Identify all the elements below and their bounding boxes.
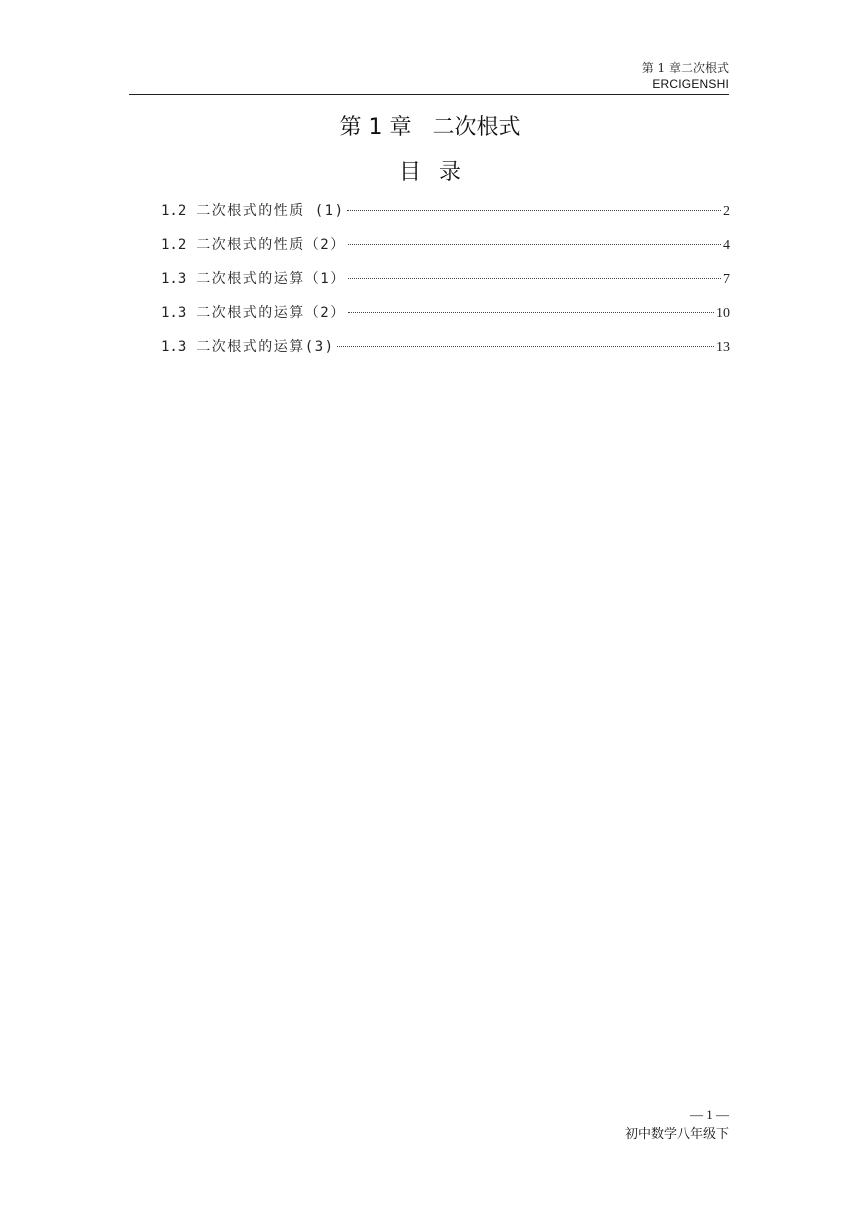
toc-entry-number: 1.3 [161,271,187,287]
header-chapter-name: 第 1 章二次根式 [641,61,729,75]
toc-leader-dots [347,210,721,211]
toc-entry[interactable] [161,200,730,234]
toc-entry-page: 2 [723,204,730,219]
toc-leader-dots [348,278,721,279]
toc-leader-dots [337,346,714,347]
toc-leader-dots [348,312,714,313]
toc-entry-title: 二次根式的运算(3) [196,339,335,355]
toc-leader-dots [348,244,721,245]
toc-entry[interactable] [161,234,730,268]
toc-heading: 目录 [398,160,479,185]
toc-entry-page: 7 [723,272,730,287]
header-divider [129,94,729,95]
toc-entry[interactable] [161,268,730,302]
footer-book-title: 初中数学八年级下 [624,1127,729,1142]
toc-entry-number: 1.3 [161,305,187,321]
table-of-contents [161,200,730,370]
toc-entry-page: 10 [716,306,730,321]
toc-entry-number: 1.2 [161,203,187,219]
chapter-title: 第 1 章 二次根式 [339,115,521,140]
running-footer [625,1106,729,1146]
toc-entry-title: 二次根式的运算（2） [196,305,346,321]
toc-entry-title: 二次根式的性质（2） [196,237,346,253]
toc-entry[interactable] [161,336,730,370]
running-header [642,60,729,92]
toc-entry-page: 4 [723,238,730,253]
footer-page-number: — 1 — [690,1107,729,1122]
toc-entry[interactable] [161,302,730,336]
toc-entry-number: 1.3 [161,339,187,355]
toc-entry-title: 二次根式的性质 (1) [196,203,345,219]
toc-entry-title: 二次根式的运算（1） [196,271,346,287]
toc-entry-page: 13 [716,340,730,355]
header-pinyin: ERCIGENSHI [652,77,729,91]
toc-entry-number: 1.2 [161,237,187,253]
